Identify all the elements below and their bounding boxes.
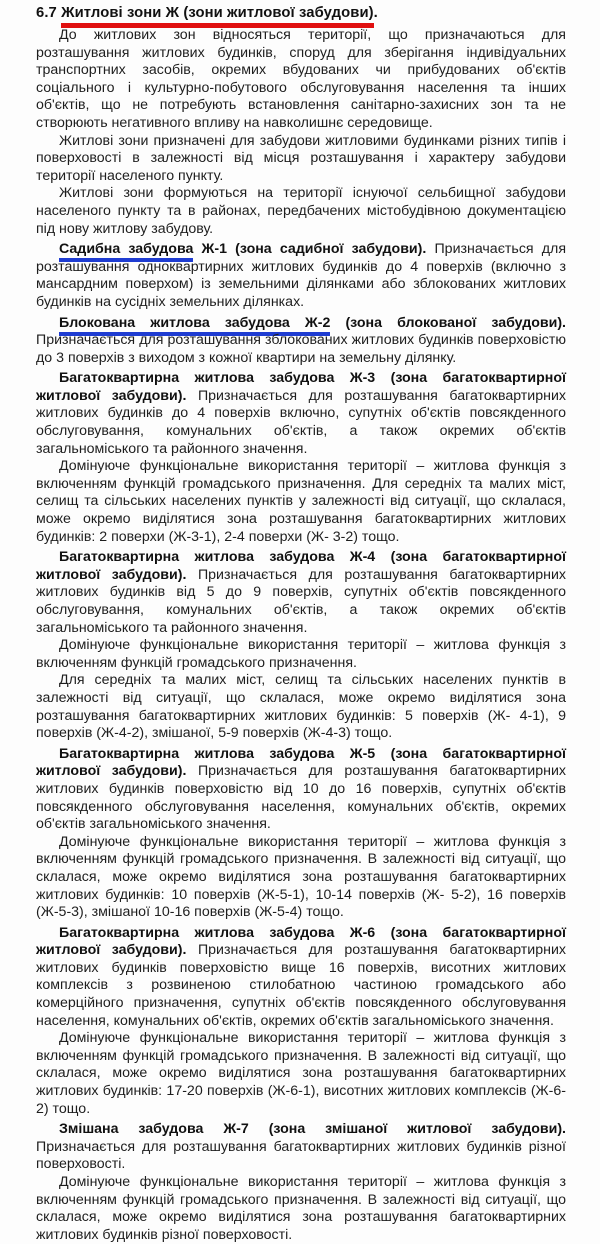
zone-heading: Багатоквартирна житлова забудова Ж-4 (зона багатоквартирної житлової забудови). [36,549,566,583]
section-heading [36,5,566,21]
paragraph-text: Житлові зони формуються на території існуючої сельбищної забудови населеного пункту та в районах, передбачених містобудівною документацією під нову житлову забудову. [36,185,566,237]
zone-heading-underlined: Садибна забудова [59,241,193,262]
zone-paragraph [36,370,566,458]
heading-underlined-text: Житлові зони Ж (зони житлової забудови) [61,5,374,28]
paragraph-text: Призначається для розташування багатоквартирних житлових будинків поверховістю вище 16 поверхів, висотних житлових комплексів з розвиненою стилобатною частиною громадського або комерційного призначення, супутніх об'єктів повсякденного обслуговування населення, комунальних об'єктів, окремих об'єктів загальноміського значення. [36,942,566,1029]
zone-paragraph [36,315,566,368]
zone-paragraph [36,549,566,637]
paragraph-text: Домінуюче функціональне використання території – житлова функція з включенням функцій громадського призначення. В залежності від ситуації, що склалася, може окремо виділятися зона розташування багатоквартирних житлових будинків різної поверховості. [36,1174,566,1243]
document-body [36,27,566,1244]
paragraph-text: Домінуюче функціональне використання території – житлова функція з включенням функцій громадського призначення. В залежності від ситуації, що склалася, може окремо виділятися зона розташування багатоквартирних житлових будинків: 17-20 поверхів (Ж-6-1), висотних житлових комплексів (Ж-6-2) тощо. [36,1030,566,1117]
zone-paragraph [36,746,566,834]
zone-heading: Багатоквартирна житлова забудова Ж-5 (зона багатоквартирної житлової забудови). [36,745,566,780]
paragraph-text: Призначається для розташування багатоквартирних житлових будинків від 5 до 9 поверхів, супутніх об'єктів повсякденного обслуговування, комунальних об'єктів, а також окремих об'єктів загальноміського та районного значення. [36,566,566,636]
paragraph [36,672,566,742]
paragraph [36,637,566,672]
paragraph [36,458,566,546]
paragraph-text: Домінуюче функціональне використання території – житлова функція з включенням функцій громадського призначення. В залежності від ситуації, що склалася, може окремо виділятися зона розташування багатоквартирних житлових будинків: 10 поверхів (Ж-5-1), 10-14 поверхів (Ж- 5-2), 16 поверхів (Ж-5-3), змішаної 10-16 поверхів (Ж-5-4) тощо. [36,833,566,921]
paragraph-text: Домінуюче функціональне використання території – житлова функція з включенням функцій громадського призначення. Для середніх та малих міст, селищ та сільських населених пунктів у залежності від ситуації, що склалася, може окремо виділятися зона розташування багатоквартирних житлових будинків: 2 поверхи (Ж-3-1), 2-4 поверхи (Ж- 3-2) тощо. [36,458,566,545]
paragraph [36,1030,566,1118]
zone-heading: Багатоквартирна житлова забудова Ж-3 (зона багатоквартирної житлової забудови). [36,370,566,404]
zone-heading: Багатоквартирна житлова забудова Ж-6 (зона багатоквартирної житлової забудови). [36,924,566,959]
paragraph [36,185,566,238]
heading-period: . [373,5,378,21]
paragraph-text: Для середніх та малих міст, селищ та сільських населених пунктів в залежності від ситуації, що склалася, може окремо виділятися зона розташування багатоквартирних житлових будинків: 5 поверхів (Ж- 4-1), 9 поверхів (Ж-4-2), змішаної, 5-9 поверхів (Ж-4-3) тощо. [36,672,566,742]
paragraph [36,133,566,186]
paragraph-text: Призначається для розташування одноквартирних житлових будинків до 4 поверхів (включно з мансардним поверхом) із земельними ділянками або зблокованих житлових будинків на сусідніх земельних ділянках. [36,241,566,310]
heading-number: 6.7 [36,5,62,21]
paragraph-text: До житлових зон відносяться території, що призначаються для розташування житлових будинків, споруд для зберігання індивідуальних транспортних засобів, окремих вбудованих чи прибудованих об'єктів соціального і культурно-побутового обслуговування населення та інших об'єктів, що не потребують встановлення санітарно-захисних зон та не створюють негативного впливу на навколишнє середовище. [36,27,566,131]
zone-paragraph [36,1121,566,1174]
paragraph-text: Домінуюче функціональне використання території – житлова функція з включенням функцій громадського призначення. [36,637,566,671]
zone-paragraph [36,925,566,1031]
zone-heading: Ж-1 (зона садибної забудови). [193,241,427,258]
zone-heading-underlined: Блокована житлова забудова Ж-2 [59,315,330,336]
paragraph-text: Призначається для розташування багатоквартирних житлових будинків поверховістю від 10 до 16 поверхів, супутніх об'єктів повсякденного обслуговування населення, комунальних об'єктів, окремих об'єктів загальноміського значення. [36,763,566,833]
paragraph [36,834,566,922]
zone-paragraph [36,241,566,311]
paragraph [36,1174,566,1244]
paragraph-text: Призначається для розташування багатоквартирних житлових будинків до 4 поверхів включно, супутніх об'єктів повсякденного обслуговування, комунальних об'єктів, а також окремих об'єктів загальноміського та районного значення. [36,387,566,457]
paragraph-text: Призначається для розташування зблокованих житлових будинків поверховістю до 3 поверхів з виходом з кожної квартири на земельну ділянку. [36,332,566,366]
paragraph [36,27,566,133]
zone-heading: Змішана забудова Ж-7 (зона змішаної житлової забудови). [59,1121,566,1138]
paragraph-text: Призначається для розташування багатоквартирних житлових будинків різної поверховості. [36,1138,566,1173]
zone-heading: (зона блокованої забудови). [330,314,566,331]
paragraph-text: Житлові зони призначені для забудови житловими будинками різних типів і поверховості в залежності від місця розташування і характеру забудови території населеного пункту. [36,132,566,184]
